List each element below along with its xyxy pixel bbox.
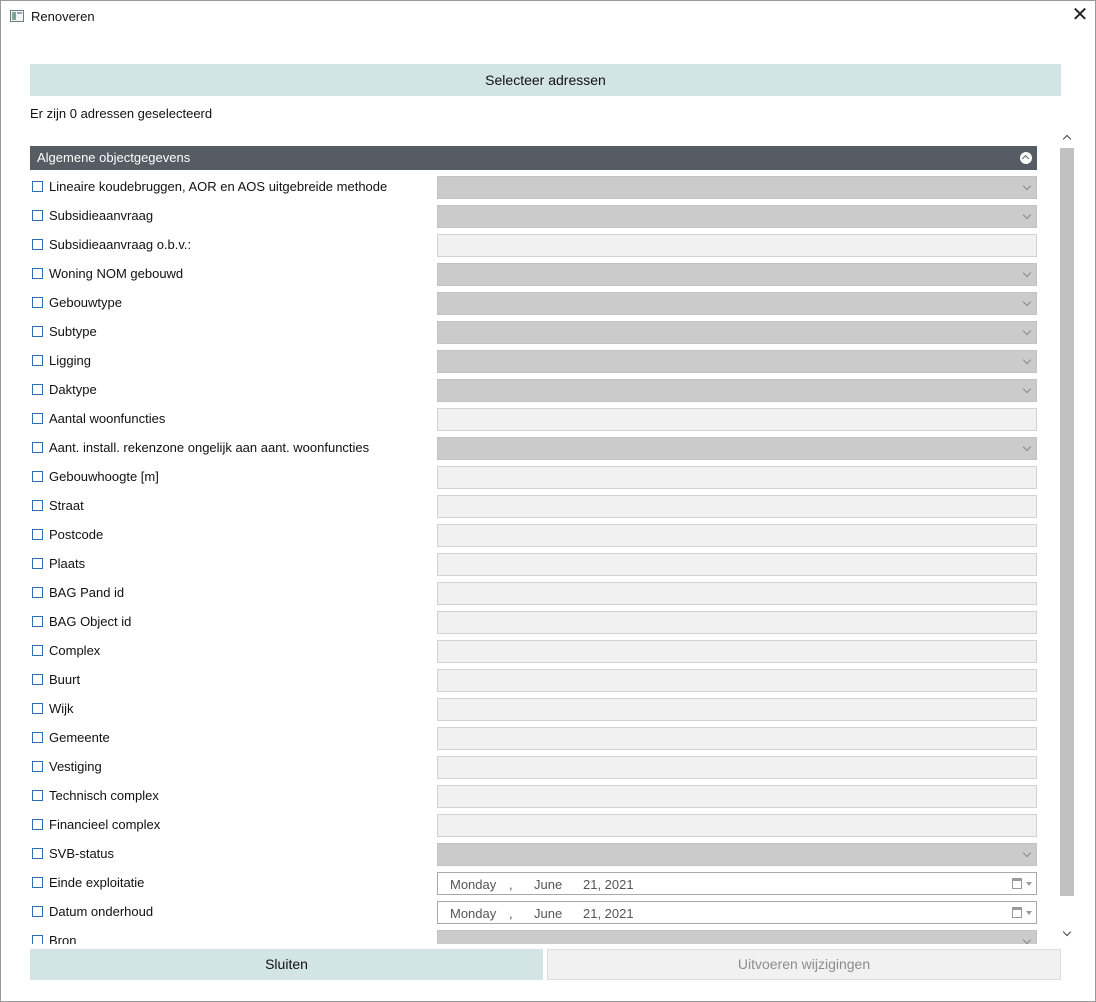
field-row [30,347,1037,376]
field-checkbox[interactable] [32,500,43,511]
field-row [30,666,1037,695]
field-checkbox[interactable] [32,442,43,453]
calendar-icon[interactable] [1012,907,1022,918]
chevron-down-icon [1023,269,1031,277]
field-row [30,840,1037,869]
title-bar [1,1,1095,32]
field-label: Gebouwtype [49,295,122,310]
field-row [30,811,1037,840]
field-text-input[interactable] [437,495,1037,518]
field-label: Plaats [49,556,86,571]
field-checkbox[interactable] [32,906,43,917]
field-checkbox[interactable] [32,819,43,830]
field-label: Subsidieaanvraag o.b.v.: [49,237,192,252]
scroll-down-arrow-icon[interactable] [1059,926,1075,943]
field-label: Wijk [49,701,74,716]
field-checkbox[interactable] [32,674,43,685]
field-text-input[interactable] [437,524,1037,547]
field-checkbox[interactable] [32,471,43,482]
field-text-input[interactable] [437,640,1037,663]
field-row [30,376,1037,405]
date-day[interactable]: Monday [450,877,497,892]
field-checkbox[interactable] [32,587,43,598]
scroll-up-arrow-icon[interactable] [1059,129,1075,146]
field-label: Datum onderhoud [49,904,154,919]
field-row [30,898,1037,927]
field-label: Buurt [49,672,81,687]
field-row [30,463,1037,492]
field-dropdown[interactable] [437,263,1037,286]
field-checkbox[interactable] [32,181,43,192]
field-checkbox[interactable] [32,529,43,540]
field-row [30,695,1037,724]
field-row [30,231,1037,260]
field-date-picker[interactable] [437,872,1037,895]
scroll-thumb[interactable] [1060,148,1074,896]
field-row [30,637,1037,666]
vertical-scrollbar[interactable] [1059,129,1075,944]
field-label: Lineaire koudebruggen, AOR en AOS uitgebreide methode [49,179,388,194]
field-checkbox[interactable] [32,703,43,714]
close-icon[interactable]: ✕ [1071,4,1089,26]
chevron-down-icon [1023,182,1031,190]
field-checkbox[interactable] [32,239,43,250]
field-label: Ligging [49,353,91,368]
chevron-down-icon [1023,327,1031,335]
date-sep[interactable]: , [509,877,513,892]
field-text-input[interactable] [437,408,1037,431]
field-text-input[interactable] [437,669,1037,692]
field-label: Aant. install. rekenzone ongelijk aan aant. woonfuncties [49,440,370,455]
field-dropdown[interactable] [437,437,1037,460]
field-dropdown[interactable] [437,321,1037,344]
field-row [30,579,1037,608]
field-checkbox[interactable] [32,877,43,888]
field-text-input[interactable] [437,582,1037,605]
field-label: Woning NOM gebouwd [49,266,184,281]
field-label: BAG Pand id [49,585,125,600]
field-dropdown[interactable] [437,350,1037,373]
field-text-input[interactable] [437,785,1037,808]
field-text-input[interactable] [437,727,1037,750]
field-dropdown[interactable] [437,930,1037,944]
field-text-input[interactable] [437,698,1037,721]
field-row [30,753,1037,782]
field-label: Subtype [49,324,97,339]
field-row [30,202,1037,231]
field-dropdown[interactable] [437,843,1037,866]
app-icon [10,10,24,22]
date-date[interactable]: 21, 2021 [583,906,634,921]
chevron-down-icon [1023,211,1031,219]
section-title: Algemene objectgegevens [37,150,191,165]
field-text-input[interactable] [437,611,1037,634]
field-checkbox[interactable] [32,645,43,656]
field-checkbox[interactable] [32,297,43,308]
field-checkbox[interactable] [32,790,43,801]
field-dropdown[interactable] [437,205,1037,228]
collapse-icon[interactable] [1020,152,1032,164]
field-checkbox[interactable] [32,326,43,337]
field-row [30,318,1037,347]
field-label: Daktype [49,382,97,397]
field-label: Subsidieaanvraag [49,208,154,223]
field-checkbox[interactable] [32,848,43,859]
field-text-input[interactable] [437,553,1037,576]
chevron-down-icon [1023,936,1031,944]
field-row [30,434,1037,463]
dropdown-arrow-icon[interactable] [1026,882,1032,886]
date-date[interactable]: 21, 2021 [583,877,634,892]
field-checkbox[interactable] [32,558,43,569]
field-row [30,608,1037,637]
field-row [30,550,1037,579]
field-checkbox[interactable] [32,268,43,279]
field-checkbox[interactable] [32,384,43,395]
field-row [30,869,1037,898]
fields-scroll-area [30,146,1037,944]
field-dropdown[interactable] [437,176,1037,199]
field-label: Postcode [49,527,104,542]
field-label: Gemeente [49,730,110,745]
chevron-down-icon [1023,443,1031,451]
calendar-icon[interactable] [1012,878,1022,889]
field-checkbox[interactable] [32,210,43,221]
field-text-input[interactable] [437,756,1037,779]
chevron-down-icon [1023,849,1031,857]
field-dropdown[interactable] [437,292,1037,315]
field-row [30,724,1037,753]
field-label: Complex [49,643,101,658]
date-month[interactable]: June [534,906,563,921]
select-addresses-button[interactable]: Selecteer adressen [30,64,1061,96]
window-title: Renoveren [31,9,95,24]
field-label: Gebouwhoogte [m] [49,469,159,484]
field-label: SVB-status [49,846,115,861]
field-checkbox[interactable] [32,761,43,772]
field-row [30,289,1037,318]
field-text-input[interactable] [437,466,1037,489]
field-date-picker[interactable] [437,901,1037,924]
field-text-input[interactable] [437,814,1037,837]
section-header[interactable] [30,146,1037,170]
field-label: Financieel complex [49,817,161,832]
field-checkbox[interactable] [32,413,43,424]
field-row [30,782,1037,811]
field-checkbox[interactable] [32,935,43,944]
field-label: Aantal woonfuncties [49,411,166,426]
field-row [30,405,1037,434]
chevron-down-icon [1023,385,1031,393]
chevron-down-icon [1023,298,1031,306]
field-row [30,173,1037,202]
field-text-input[interactable] [437,234,1037,257]
selected-count-text: Er zijn 0 adressen geselecteerd [30,106,213,121]
dropdown-arrow-icon[interactable] [1026,911,1032,915]
field-row [30,260,1037,289]
date-month[interactable]: June [534,877,563,892]
field-row [30,521,1037,550]
field-checkbox[interactable] [32,732,43,743]
field-row [30,927,1037,944]
field-label: Technisch complex [49,788,159,803]
field-label: Einde exploitatie [49,875,145,890]
field-label: Straat [49,498,84,513]
date-sep[interactable]: , [509,906,513,921]
field-label: Vestiging [49,759,102,774]
apply-changes-button: Uitvoeren wijzigingen [547,949,1061,980]
field-checkbox[interactable] [32,355,43,366]
close-button[interactable]: Sluiten [30,949,543,980]
field-label: Bron [49,933,77,944]
field-checkbox[interactable] [32,616,43,627]
chevron-down-icon [1023,356,1031,364]
date-day[interactable]: Monday [450,906,497,921]
field-row [30,492,1037,521]
field-label: BAG Object id [49,614,132,629]
field-dropdown[interactable] [437,379,1037,402]
